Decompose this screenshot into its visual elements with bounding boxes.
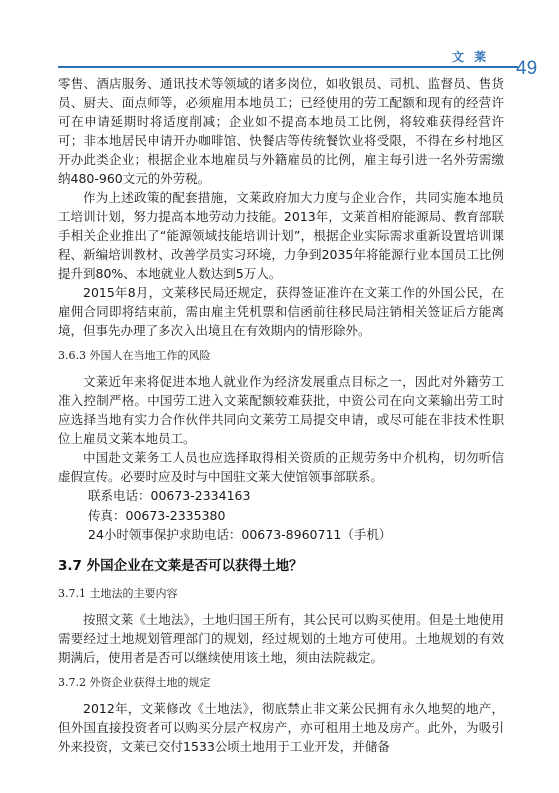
- page-number: 49: [516, 58, 538, 79]
- body-paragraph: 文莱近年来将促进本地人就业作为经济发展重点目标之一，因此对外籍劳工准入控制严格。中国劳工进入文莱配额较难获批，中资公司在向文莱输出劳工时应选择当地有实力合作伙伴共同向文莱劳工局提交申请，或尽可能在非技术性职位上雇员文莱本地员工。: [58, 374, 504, 446]
- contact-fax: 传真：00673-2335380: [88, 507, 226, 523]
- body-paragraph: 2015年8月，文莱移民局还规定，获得签证准许在文莱工作的外国公民，在雇佣合同即将结束前，需由雇主凭机票和信函前往移民局注销相关签证后方能离境，但事先办理了多次入出境且在有效期内的情形除外。: [58, 285, 504, 338]
- body-paragraph: 作为上述政策的配套措施，文莱政府加大力度与企业合作，共同实施本地员工培训计划，努力提高本地劳动力技能。2013年，文莱首相府能源局、教育部联手相关企业推出了“能源领域技能培训计划”，根据企业实际需求重新设置培训课程、新编培训教材、改善学员实习环境，力争到2035年将能源行业本国员工比例提升到80%、本地就业人数达到5万人。: [58, 190, 504, 281]
- section-heading-3-7-2: 3.7.2 外资企业获得土地的规定: [58, 675, 211, 689]
- body-paragraph: 零售、酒店服务、通讯技术等领域的诸多岗位，如收银员、司机、监督员、售货员、厨夫、面点师等，必须雇用本地员工；已经使用的劳工配额和现有的经营许可在申请延期时将适度削减；企业如不提高本地员工比例，将较难获得经营许可；非本地居民申请开办咖啡馆、快餐店等传统餐饮业将受限，不得在乡村地区开办此类企业；根据企业本地雇员与外籍雇员的比例，雇主每引进一名外劳需缴纳480-960文元的外劳税。: [58, 76, 504, 186]
- contact-phone: 联系电话：00673-2334163: [88, 488, 251, 503]
- header-rule: [58, 66, 518, 68]
- body-paragraph: 按照文莱《土地法》，土地归国王所有，其公民可以购买使用。但是土地使用需要经过土地规划管理部门的规划，经过规划的土地方可使用。土地规划的有效期满后，使用者是否可以继续使用该土地，须由法院裁定。: [58, 611, 504, 665]
- body-paragraph: 2012年，文莱修改《土地法》，彻底禁止非文莱公民拥有永久地契的地产，但外国直接投资者可以购买分层产权房产，亦可租用土地及房产。此外，为吸引外来投资，文莱已交付1533公顷土地用于工业开发，并储备: [58, 700, 504, 754]
- section-heading-3-7: 3.7 外国企业在文莱是否可以获得土地？: [58, 557, 303, 574]
- running-header-chapter-name: 文 莱: [452, 50, 490, 64]
- page-body: [58, 74, 504, 756]
- contact-hotline: 24小时领事保护求助电话：00673-8960711（手机）: [88, 527, 392, 542]
- section-heading-3-7-1: 3.7.1 土地法的主要内容: [58, 586, 178, 600]
- section-heading-3-6-3: 3.6.3 外国人在当地工作的风险: [58, 349, 211, 362]
- body-paragraph: 中国赴文莱务工人员也应选择取得相关资质的正规劳务中介机构，切勿听信虚假宣传。必要时应及时与中国驻文莱大使馆领事部联系。: [58, 450, 504, 484]
